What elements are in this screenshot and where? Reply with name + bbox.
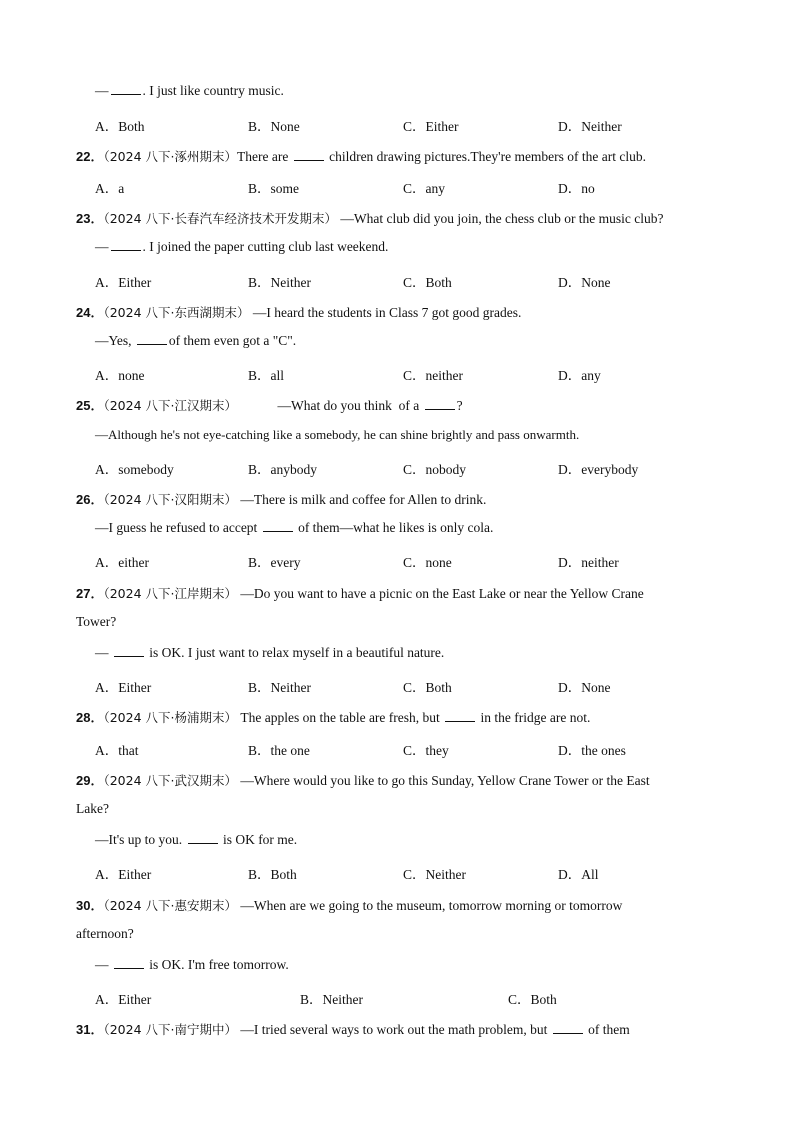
question-27-stem <box>76 583 644 602</box>
question-28-stem <box>76 707 590 726</box>
line-text: . I just like country music. <box>142 83 284 98</box>
answer-blank <box>137 333 167 345</box>
question-27-answer-line <box>95 645 444 661</box>
option-d: D．All <box>558 867 599 882</box>
answer-blank <box>294 149 324 161</box>
question-number: 28． <box>76 710 104 725</box>
option-d: D．the ones <box>558 743 626 758</box>
option-a: A．Either <box>95 275 152 290</box>
line-text: Tower? <box>76 614 117 629</box>
question-21-answer-line <box>95 83 284 99</box>
question-number: 26． <box>76 492 104 507</box>
question-23-answer-line <box>95 239 388 255</box>
answer-blank <box>425 398 455 410</box>
question-30-stem <box>76 895 622 914</box>
option-b: B．Neither <box>248 275 311 290</box>
option-c: C．none <box>403 555 452 570</box>
option-d: D．everybody <box>558 462 639 477</box>
option-d: D．any <box>558 368 601 383</box>
option-d: D．None <box>558 680 611 695</box>
line-text: —I tried several ways to work out the math problem, but <box>236 1022 551 1037</box>
line-text: The apples on the table are fresh, but <box>236 710 444 725</box>
line-text: —What club did you join, the chess club or the music club? <box>336 211 664 226</box>
question-22-stem <box>76 146 646 165</box>
line-text: —Do you want to have a picnic on the East Lake or near the Yellow Crane <box>236 586 644 601</box>
question-source: （2024 八下·江汉期末） <box>103 398 237 413</box>
question-30-line-2 <box>76 926 134 942</box>
question-25-line-2 <box>95 427 579 443</box>
question-number: 23． <box>76 211 104 226</box>
option-b: B．every <box>248 555 301 570</box>
question-number: 25． <box>76 398 104 413</box>
question-source: （2024 八下·长春汽车经济技术开发期末） <box>103 211 337 226</box>
line-text: of them even got a "C". <box>168 333 297 348</box>
option-a: A．none <box>95 368 145 383</box>
option-a: A．that <box>95 743 139 758</box>
line-text: —It's up to you. <box>95 832 186 847</box>
option-a: A．Either <box>95 867 152 882</box>
option-c: C．Both <box>403 275 452 290</box>
answer-blank <box>111 83 141 95</box>
answer-blank <box>188 832 218 844</box>
option-d: D．no <box>558 181 595 196</box>
option-a: A．Either <box>95 680 152 695</box>
question-source: （2024 八下·杨浦期末） <box>103 710 237 725</box>
line-text: —Where would you like to go this Sunday, Yellow Crane Tower or the East <box>236 773 650 788</box>
line-text: in the fridge are not. <box>477 710 591 725</box>
answer-blank <box>114 645 144 657</box>
question-number: 24． <box>76 305 104 320</box>
option-b: B．Neither <box>300 992 363 1007</box>
line-text: Lake? <box>76 801 109 816</box>
line-text: afternoon? <box>76 926 134 941</box>
option-b: B．anybody <box>248 462 317 477</box>
option-b: B．all <box>248 368 284 383</box>
line-text: ? <box>456 398 463 413</box>
line-text: — <box>95 957 112 972</box>
line-text: is OK for me. <box>219 832 298 847</box>
option-a: A．Both <box>95 119 145 134</box>
line-text: —There is milk and coffee for Allen to drink. <box>236 492 487 507</box>
question-29-stem <box>76 770 650 789</box>
question-26-stem <box>76 489 486 508</box>
option-c: C．neither <box>403 368 463 383</box>
answer-blank <box>114 957 144 969</box>
question-24-answer-line <box>95 333 296 349</box>
option-a: A．somebody <box>95 462 174 477</box>
answer-blank <box>263 520 293 532</box>
option-b: B．None <box>248 119 300 134</box>
line-text: There are <box>236 149 292 164</box>
option-a: A．either <box>95 555 149 570</box>
option-c: C．Both <box>508 992 557 1007</box>
line-text: — <box>95 645 112 660</box>
option-b: B．some <box>248 181 300 196</box>
line-text: . I joined the paper cutting club last weekend. <box>142 239 389 254</box>
question-23-stem <box>76 208 664 227</box>
option-c: C．nobody <box>403 462 467 477</box>
line-text: —Although he's not eye-catching like a somebody, he can shine brightly and pass onwarmth. <box>95 427 580 442</box>
question-25-stem <box>76 395 463 414</box>
line-text: is OK. I just want to relax myself in a beautiful nature. <box>145 645 445 660</box>
line-text: children drawing pictures.They're members of the art club. <box>325 149 647 164</box>
option-b: B．Both <box>248 867 297 882</box>
option-c: C．any <box>403 181 445 196</box>
question-30-answer-line <box>95 957 289 973</box>
line-text: —When are we going to the museum, tomorrow morning or tomorrow <box>236 898 623 913</box>
line-text: —Yes, <box>95 333 135 348</box>
answer-blank <box>553 1022 583 1034</box>
question-source: （2024 八下·惠安期末） <box>103 898 237 913</box>
option-c: C．Neither <box>403 867 466 882</box>
line-text: — <box>95 83 109 98</box>
line-text: is OK. I'm free tomorrow. <box>145 957 289 972</box>
option-b: B．the one <box>248 743 310 758</box>
answer-blank <box>111 239 141 251</box>
answer-blank <box>445 710 475 722</box>
line-text: — <box>95 239 109 254</box>
question-number: 22． <box>76 149 104 164</box>
question-number: 27． <box>76 586 104 601</box>
line-text: —I guess he refused to accept <box>95 520 261 535</box>
question-source: （2024 八下·汉阳期末） <box>103 492 237 507</box>
question-29-answer-line <box>95 832 297 848</box>
question-number: 30． <box>76 898 104 913</box>
question-29-line-2 <box>76 801 109 817</box>
question-number: 29． <box>76 773 104 788</box>
option-b: B．Neither <box>248 680 311 695</box>
line-text: of them <box>584 1022 630 1037</box>
question-source: （2024 八下·江岸期末） <box>103 586 237 601</box>
line-text: —What do you think of a <box>236 398 423 413</box>
line-text: of them—what he likes is only cola. <box>294 520 494 535</box>
line-text: —I heard the students in Class 7 got good grades. <box>249 305 522 320</box>
question-source: （2024 八下·涿州期末） <box>103 149 237 164</box>
option-d: D．None <box>558 275 611 290</box>
option-d: D．Neither <box>558 119 622 134</box>
option-c: C．Either <box>403 119 459 134</box>
question-number: 31． <box>76 1022 104 1037</box>
question-24-stem <box>76 302 521 321</box>
option-d: D．neither <box>558 555 619 570</box>
option-a: A．Either <box>95 992 152 1007</box>
question-31-stem <box>76 1019 630 1038</box>
option-c: C．they <box>403 743 449 758</box>
question-26-answer-line <box>95 520 493 536</box>
option-a: A．a <box>95 181 125 196</box>
question-source: （2024 八下·武汉期末） <box>103 773 237 788</box>
question-source: （2024 八下·南宁期中） <box>103 1022 237 1037</box>
question-source: （2024 八下·东西湖期末） <box>103 305 250 320</box>
question-27-line-2 <box>76 614 116 630</box>
option-c: C．Both <box>403 680 452 695</box>
